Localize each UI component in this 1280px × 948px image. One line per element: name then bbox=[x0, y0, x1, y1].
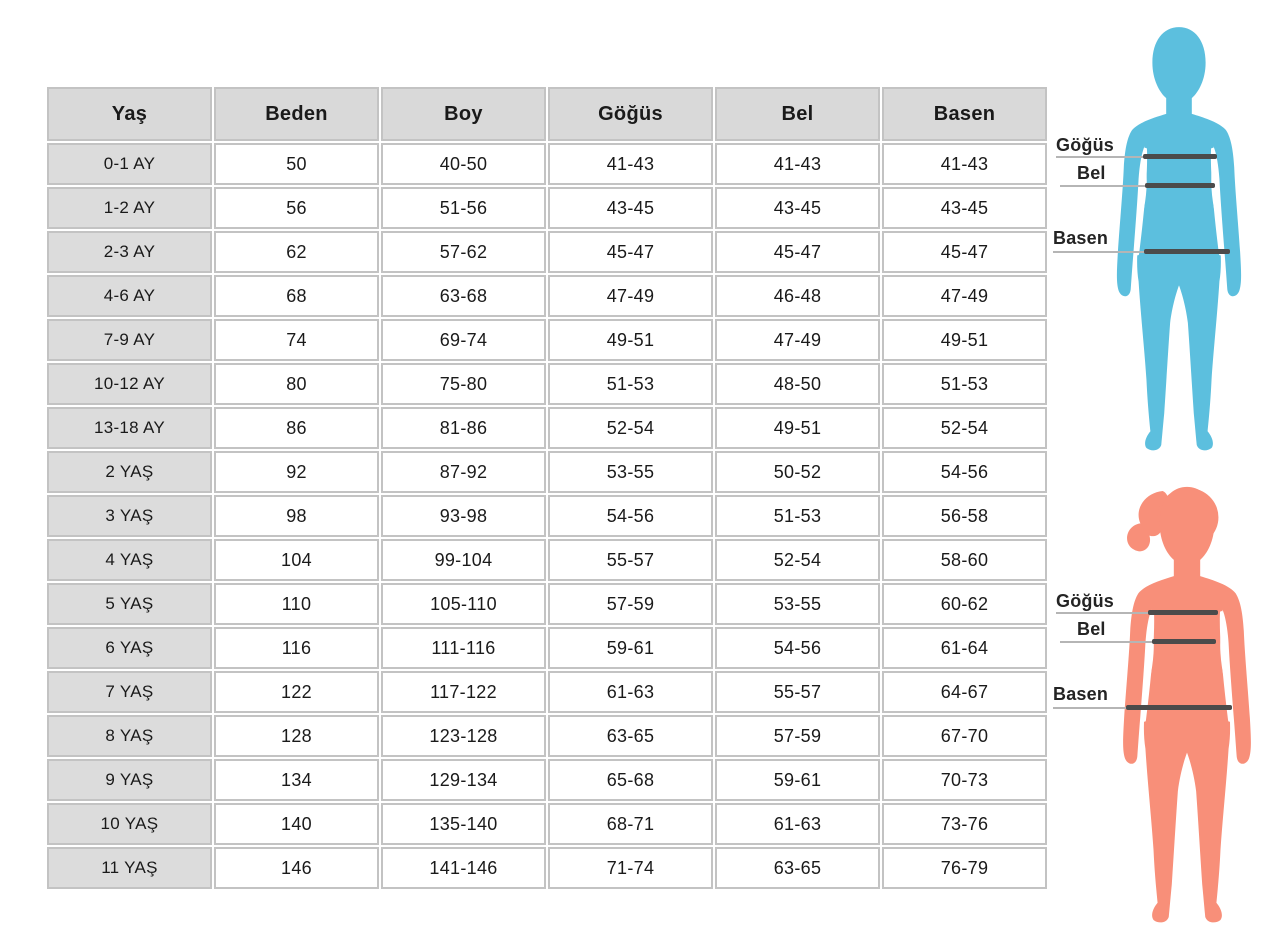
size-table bbox=[45, 85, 1049, 891]
row-header-cell: 2 YAŞ bbox=[47, 451, 212, 493]
boy-hip-label: Basen bbox=[1053, 228, 1109, 248]
row-header-cell: 5 YAŞ bbox=[47, 583, 212, 625]
table-cell: 140 bbox=[214, 803, 379, 845]
boy-waist-label: Bel bbox=[1077, 163, 1106, 183]
table-cell: 48-50 bbox=[715, 363, 880, 405]
girl-hip-measure-line bbox=[1126, 705, 1232, 710]
boy-chest-measure-line bbox=[1143, 154, 1217, 159]
table-cell: 75-80 bbox=[381, 363, 546, 405]
table-cell: 61-63 bbox=[715, 803, 880, 845]
table-cell: 105-110 bbox=[381, 583, 546, 625]
table-cell: 43-45 bbox=[715, 187, 880, 229]
boy-body-shape bbox=[1117, 27, 1241, 450]
table-cell: 104 bbox=[214, 539, 379, 581]
table-cell: 56-58 bbox=[882, 495, 1047, 537]
table-cell: 87-92 bbox=[381, 451, 546, 493]
row-header-cell: 3 YAŞ bbox=[47, 495, 212, 537]
table-cell: 53-55 bbox=[715, 583, 880, 625]
table-cell: 45-47 bbox=[548, 231, 713, 273]
table-cell: 49-51 bbox=[548, 319, 713, 361]
table-cell: 65-68 bbox=[548, 759, 713, 801]
girl-waist-label: Bel bbox=[1077, 619, 1106, 639]
table-cell: 47-49 bbox=[882, 275, 1047, 317]
girl-chest-label: Göğüs bbox=[1056, 591, 1114, 611]
table-cell: 41-43 bbox=[882, 143, 1047, 185]
table-cell: 61-64 bbox=[882, 627, 1047, 669]
table-cell: 52-54 bbox=[548, 407, 713, 449]
table-cell: 81-86 bbox=[381, 407, 546, 449]
table-row bbox=[47, 143, 1047, 185]
table-cell: 41-43 bbox=[548, 143, 713, 185]
table-row bbox=[47, 187, 1047, 229]
girl-hip-label: Basen bbox=[1053, 684, 1109, 704]
header-row bbox=[47, 87, 1047, 141]
table-cell: 57-59 bbox=[715, 715, 880, 757]
girl-waist-measure-line bbox=[1152, 639, 1216, 644]
size-table-head bbox=[47, 87, 1047, 141]
table-cell: 59-61 bbox=[548, 627, 713, 669]
table-cell: 67-70 bbox=[882, 715, 1047, 757]
boy-chest-label: Göğüs bbox=[1056, 135, 1114, 155]
boy-waist-measure-line bbox=[1145, 183, 1215, 188]
table-cell: 57-62 bbox=[381, 231, 546, 273]
table-cell: 43-45 bbox=[548, 187, 713, 229]
table-row bbox=[47, 715, 1047, 757]
row-header-cell: 2-3 AY bbox=[47, 231, 212, 273]
table-cell: 59-61 bbox=[715, 759, 880, 801]
row-header-cell: 1-2 AY bbox=[47, 187, 212, 229]
table-cell: 49-51 bbox=[882, 319, 1047, 361]
table-cell: 51-53 bbox=[882, 363, 1047, 405]
table-cell: 62 bbox=[214, 231, 379, 273]
table-cell: 54-56 bbox=[882, 451, 1047, 493]
table-row bbox=[47, 627, 1047, 669]
table-cell: 86 bbox=[214, 407, 379, 449]
row-header-cell: 8 YAŞ bbox=[47, 715, 212, 757]
table-cell: 60-62 bbox=[882, 583, 1047, 625]
row-header-cell: 9 YAŞ bbox=[47, 759, 212, 801]
column-header-cell: Göğüs bbox=[548, 87, 713, 141]
table-row bbox=[47, 451, 1047, 493]
table-cell: 70-73 bbox=[882, 759, 1047, 801]
table-cell: 74 bbox=[214, 319, 379, 361]
table-cell: 56 bbox=[214, 187, 379, 229]
row-header-cell: 4 YAŞ bbox=[47, 539, 212, 581]
table-cell: 73-76 bbox=[882, 803, 1047, 845]
table-row bbox=[47, 583, 1047, 625]
row-header-cell: 11 YAŞ bbox=[47, 847, 212, 889]
table-cell: 111-116 bbox=[381, 627, 546, 669]
table-row bbox=[47, 671, 1047, 713]
table-cell: 49-51 bbox=[715, 407, 880, 449]
table-cell: 52-54 bbox=[715, 539, 880, 581]
table-row bbox=[47, 759, 1047, 801]
table-cell: 55-57 bbox=[548, 539, 713, 581]
table-cell: 54-56 bbox=[715, 627, 880, 669]
table-cell: 43-45 bbox=[882, 187, 1047, 229]
table-cell: 50-52 bbox=[715, 451, 880, 493]
column-header-cell: Bel bbox=[715, 87, 880, 141]
column-header-cell: Basen bbox=[882, 87, 1047, 141]
column-header-cell: Yaş bbox=[47, 87, 212, 141]
table-cell: 141-146 bbox=[381, 847, 546, 889]
column-header-cell: Boy bbox=[381, 87, 546, 141]
table-cell: 53-55 bbox=[548, 451, 713, 493]
row-header-cell: 7-9 AY bbox=[47, 319, 212, 361]
boy-silhouette bbox=[1110, 20, 1248, 464]
table-cell: 146 bbox=[214, 847, 379, 889]
table-cell: 92 bbox=[214, 451, 379, 493]
table-cell: 51-53 bbox=[715, 495, 880, 537]
table-cell: 54-56 bbox=[548, 495, 713, 537]
table-cell: 51-53 bbox=[548, 363, 713, 405]
table-row bbox=[47, 275, 1047, 317]
table-cell: 93-98 bbox=[381, 495, 546, 537]
table-cell: 63-65 bbox=[548, 715, 713, 757]
table-cell: 47-49 bbox=[548, 275, 713, 317]
size-table-body bbox=[47, 143, 1047, 889]
table-cell: 80 bbox=[214, 363, 379, 405]
table-cell: 41-43 bbox=[715, 143, 880, 185]
table-cell: 57-59 bbox=[548, 583, 713, 625]
table-row bbox=[47, 847, 1047, 889]
table-row bbox=[47, 803, 1047, 845]
row-header-cell: 7 YAŞ bbox=[47, 671, 212, 713]
table-cell: 110 bbox=[214, 583, 379, 625]
row-header-cell: 10 YAŞ bbox=[47, 803, 212, 845]
table-cell: 99-104 bbox=[381, 539, 546, 581]
table-cell: 64-67 bbox=[882, 671, 1047, 713]
table-cell: 135-140 bbox=[381, 803, 546, 845]
girl-chest-measure-line bbox=[1148, 610, 1218, 615]
table-row bbox=[47, 495, 1047, 537]
table-cell: 55-57 bbox=[715, 671, 880, 713]
boy-hip-measure-line bbox=[1144, 249, 1230, 254]
table-cell: 129-134 bbox=[381, 759, 546, 801]
table-cell: 46-48 bbox=[715, 275, 880, 317]
row-header-cell: 13-18 AY bbox=[47, 407, 212, 449]
table-cell: 116 bbox=[214, 627, 379, 669]
table-cell: 117-122 bbox=[381, 671, 546, 713]
table-row bbox=[47, 319, 1047, 361]
table-cell: 52-54 bbox=[882, 407, 1047, 449]
table-cell: 51-56 bbox=[381, 187, 546, 229]
table-row bbox=[47, 231, 1047, 273]
table-cell: 45-47 bbox=[715, 231, 880, 273]
table-row bbox=[47, 363, 1047, 405]
table-cell: 63-68 bbox=[381, 275, 546, 317]
row-header-cell: 0-1 AY bbox=[47, 143, 212, 185]
column-header-cell: Beden bbox=[214, 87, 379, 141]
table-cell: 61-63 bbox=[548, 671, 713, 713]
table-cell: 123-128 bbox=[381, 715, 546, 757]
table-cell: 58-60 bbox=[882, 539, 1047, 581]
table-cell: 47-49 bbox=[715, 319, 880, 361]
table-row bbox=[47, 407, 1047, 449]
row-header-cell: 10-12 AY bbox=[47, 363, 212, 405]
table-cell: 63-65 bbox=[715, 847, 880, 889]
row-header-cell: 6 YAŞ bbox=[47, 627, 212, 669]
table-cell: 76-79 bbox=[882, 847, 1047, 889]
table-cell: 128 bbox=[214, 715, 379, 757]
table-cell: 50 bbox=[214, 143, 379, 185]
table-cell: 122 bbox=[214, 671, 379, 713]
table-row bbox=[47, 539, 1047, 581]
table-cell: 134 bbox=[214, 759, 379, 801]
table-cell: 71-74 bbox=[548, 847, 713, 889]
table-cell: 68 bbox=[214, 275, 379, 317]
table-cell: 45-47 bbox=[882, 231, 1047, 273]
table-cell: 69-74 bbox=[381, 319, 546, 361]
row-header-cell: 4-6 AY bbox=[47, 275, 212, 317]
table-cell: 98 bbox=[214, 495, 379, 537]
table-cell: 40-50 bbox=[381, 143, 546, 185]
table-cell: 68-71 bbox=[548, 803, 713, 845]
